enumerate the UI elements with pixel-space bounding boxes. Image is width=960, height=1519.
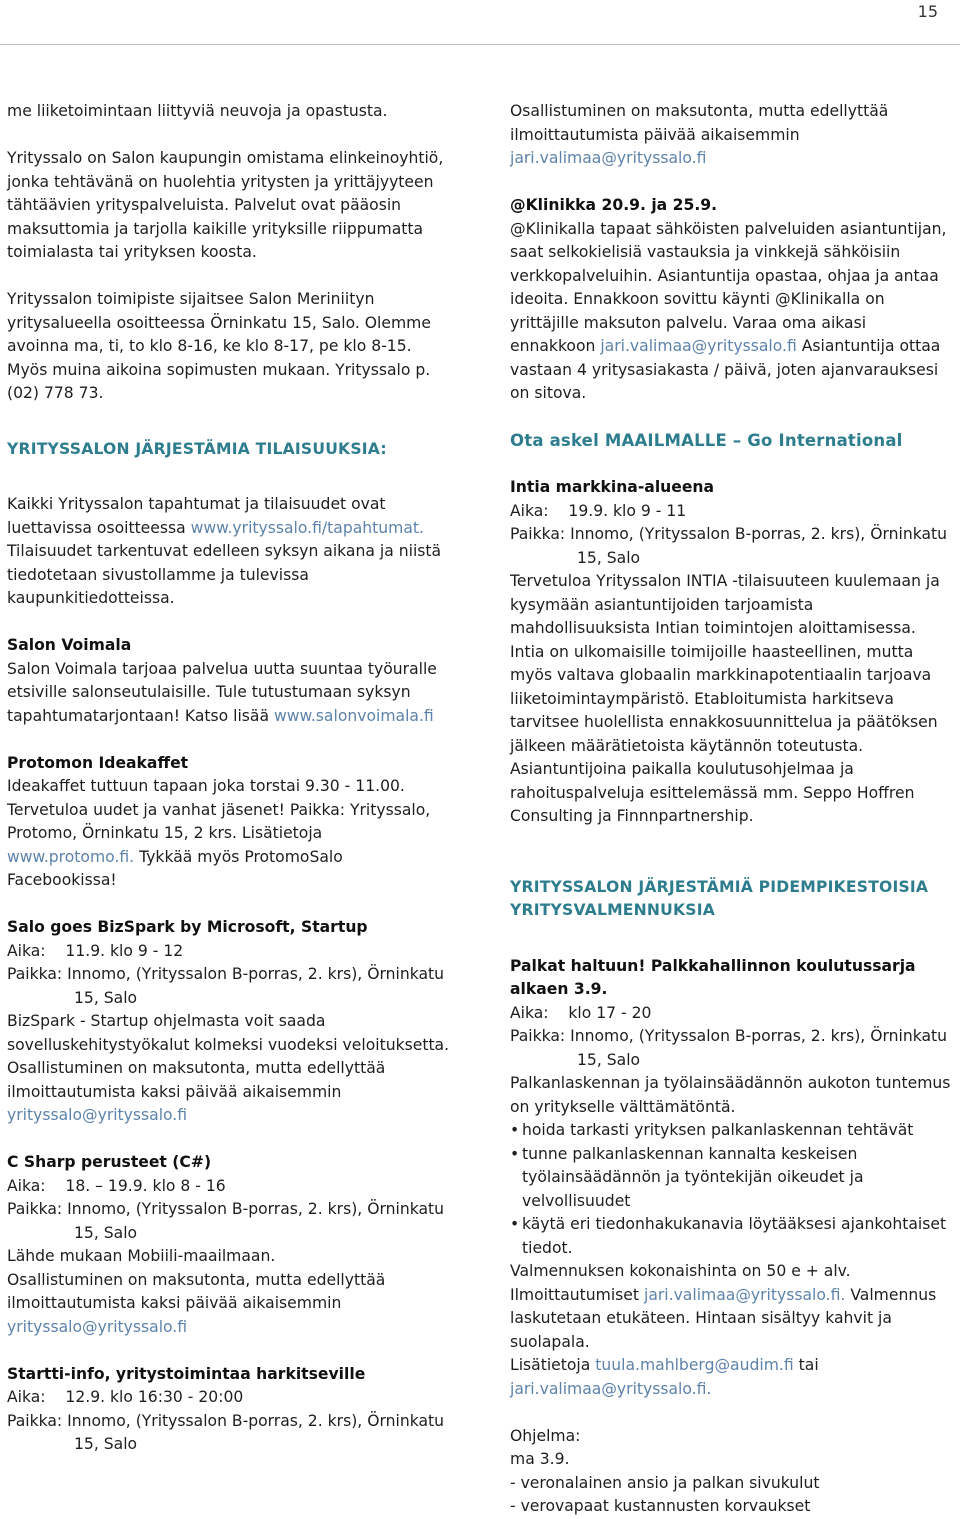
klinikka-text-post: Asiantuntija ottaa vastaan 4 yritysasiakasta / päivä, joten ajanvarauksesi on sitova. bbox=[510, 337, 941, 402]
page-header bbox=[0, 0, 960, 45]
intia-aika: Aika: 19.9. klo 9 - 11 bbox=[510, 501, 687, 520]
palkat-info-mid: tai bbox=[793, 1356, 819, 1374]
bizspark-title: Salo goes BizSpark by Microsoft, Startup bbox=[7, 918, 368, 936]
right-intro-paragraph bbox=[510, 100, 954, 171]
klinikka-paragraph bbox=[510, 218, 954, 406]
protomo-link[interactable]: www.protomo.fi. bbox=[7, 847, 135, 866]
program-label: Ohjelma: bbox=[510, 1426, 581, 1445]
program-item: - verovapaat kustannusten korvaukset bbox=[510, 1497, 811, 1515]
palkat-aika: Aika: klo 17 - 20 bbox=[510, 1003, 652, 1022]
csharp-paikka: Paikka: Innomo, (Yrityssalon B-porras, 2. krs), Örninkatu 15, Salo bbox=[7, 1200, 445, 1242]
palkat-title: Palkat haltuun! Palkkahallinnon koulutussarja alkaen 3.9. bbox=[510, 956, 916, 998]
protomo-text-post: Tykkää myös ProtomoSalo Facebookissa! bbox=[7, 847, 343, 889]
csharp-title: C Sharp perusteet (C#) bbox=[7, 1153, 212, 1171]
voimala-link[interactable]: www.salonvoimala.fi bbox=[274, 706, 434, 725]
intia-title: Intia markkina-alueena bbox=[510, 478, 715, 496]
startti-aika: Aika: 12.9. klo 16:30 - 20:00 bbox=[7, 1388, 244, 1406]
right-column bbox=[510, 100, 954, 1519]
international-heading: Ota askel MAAILMALLE – Go International bbox=[510, 431, 903, 450]
palkat-info bbox=[510, 1354, 954, 1401]
startti-paikka: Paikka: Innomo, (Yrityssalon B-porras, 2. krs), Örninkatu 15, Salo bbox=[7, 1411, 445, 1453]
events-link[interactable]: www.yrityssalo.fi/tapahtumat. bbox=[190, 518, 424, 537]
palkat-price-text-post: Valmennus laskutetaan etukäteen. Hintaan sisältyy kahvit ja suolapala. bbox=[510, 1285, 937, 1351]
palkat-price-text: Valmennuksen kokonaishinta on 50 e + alv. Ilmoittautumiset bbox=[510, 1262, 851, 1304]
klinikka-link[interactable]: jari.valimaa@yrityssalo.fi bbox=[600, 337, 797, 355]
events-text-post: Tilaisuudet tarkentuvat edelleen syksyn aikana ja niistä tiedotetaan sivustollamme ja tulevissa kaupunkitiedotteissa. bbox=[7, 542, 442, 607]
palkat-paikka: Paikka: Innomo, (Yrityssalon B-porras, 2. krs), Örninkatu 15, Salo bbox=[510, 1027, 948, 1069]
startti-title: Startti-info, yritystoimintaa harkitseville bbox=[7, 1364, 366, 1383]
csharp-source: Lähde mukaan Mobiili-maailmaan. bbox=[7, 1247, 276, 1265]
bizspark-paikka: Paikka: Innomo, (Yrityssalon B-porras, 2. krs), Örninkatu 15, Salo bbox=[7, 965, 445, 1007]
palkat-price bbox=[510, 1260, 954, 1354]
program-item: - veronalainen ansio ja palkan sivukulut bbox=[510, 1473, 820, 1492]
office-paragraph: Yrityssalon toimipiste sijaitsee Salon Meriniityn yritysalueella osoitteessa Örninkatu 15, Salo. Olemme avoinna ma, ti, to klo 8-16, ke klo 8-17, pe klo 8-15. Myös muina aikoina sopimusten mukaan. Yrityssalo p. (02) 778 73. bbox=[7, 290, 431, 402]
klinikka-text: @Klinikalla tapaat sähköisten palveluiden asiantuntijan, saat selkokielisiä vastauksia ja vinkkejä sähköisiin verkkopalveluihin. Asiantuntija opastaa, ohjaa ja antaa ideoita. Ennakkoon sovittu käynti @Klinikalla on yrittäjille maksuton palvelu. Varaa oma aikasi ennakkoon bbox=[510, 219, 947, 355]
intia-paikka: Paikka: Innomo, (Yrityssalon B-porras, 2. krs), Örninkatu 15, Salo bbox=[510, 525, 948, 567]
palkat-bullet: • käytä eri tiedonhakukanavia löytääksesi ajankohtaiset tiedot. bbox=[510, 1213, 954, 1260]
palkat-bullet: • hoida tarkasti yrityksen palkanlaskennan tehtävät bbox=[510, 1119, 954, 1143]
intia-desc: Tervetuloa Yrityssalon INTIA -tilaisuuteen kuulemaan ja kysymään asiantuntijoiden tarjoamista mahdollisuuksista Intian toimintojen aloittamisessa. Intia on ulkomaisille toimijoille haasteellinen, mutta myös valtava globaalin markkinapotentiaalin tarjoava liiketoimintaympäristö. Etabloitumista harkitseva tarvitsee huolellista ennakkosuunnittelua ja päätöksen jälkeen määrätietoista käytännön toteutusta. Asiantuntijoina paikalla koulutusohjelmaa ja rahoituspalveluja esittelemässä mm. Seppo Hoffren Consulting ja Finnnpartnership. bbox=[510, 572, 940, 825]
csharp-signup-text: Osallistuminen on maksutonta, mutta edellyttää ilmoittautumista kaksi päivää aikaisemmin bbox=[7, 1270, 386, 1312]
palkat-price-link[interactable]: jari.valimaa@yrityssalo.fi. bbox=[643, 1285, 846, 1304]
voimala-paragraph bbox=[7, 658, 451, 729]
palkat-bullet: • tunne palkanlaskennan kannalta keskeisen työlainsäädännön ja työntekijän oikeudet ja velvollisuudet bbox=[510, 1143, 954, 1214]
csharp-signup bbox=[7, 1269, 451, 1340]
bizspark-aika: Aika: 11.9. klo 9 - 12 bbox=[7, 941, 184, 960]
program-date: ma 3.9. bbox=[510, 1450, 570, 1468]
bizspark-signup-text: Osallistuminen on maksutonta, mutta edellyttää ilmoittautumista kaksi päivää aikaisemmin bbox=[7, 1059, 386, 1101]
palkat-info-link-1[interactable]: tuula.mahlberg@audim.fi bbox=[595, 1356, 794, 1374]
klinikka-title: @Klinikka 20.9. ja 25.9. bbox=[510, 196, 718, 214]
csharp-aika: Aika: 18. – 19.9. klo 8 - 16 bbox=[7, 1176, 226, 1195]
voimala-title: Salon Voimala bbox=[7, 636, 132, 654]
csharp-signup-link[interactable]: yrityssalo@yrityssalo.fi bbox=[7, 1317, 188, 1336]
bizspark-desc: BizSpark - Startup ohjelmasta voit saada sovelluskehitystyökalut kolmeksi vuodeksi veloituksetta. bbox=[7, 1012, 450, 1054]
events-paragraph bbox=[7, 493, 451, 611]
right-intro-text: Osallistuminen on maksutonta, mutta edellyttää ilmoittautumista päivää aikaisemmin bbox=[510, 102, 889, 144]
bizspark-signup bbox=[7, 1057, 451, 1128]
palkat-info-label: Lisätietoja bbox=[510, 1356, 596, 1374]
page-number: 15 bbox=[917, 2, 938, 21]
events-heading: YRITYSSALON JÄRJESTÄMIA TILAISUUKSIA: bbox=[7, 439, 387, 458]
right-intro-link[interactable]: jari.valimaa@yrityssalo.fi bbox=[510, 149, 707, 167]
about-paragraph: Yrityssalo on Salon kaupungin omistama elinkeinoyhtiö, jonka tehtävänä on huolehtia yritysten ja yrittäjyyteen tähtäävien yrityspalveluista. Palvelut ovat pääosin maksuttomia ja tarjolla kaikille yrityksille riippumatta toimialasta tai yrityksen koosta. bbox=[7, 149, 444, 261]
left-column bbox=[7, 100, 451, 1457]
palkat-desc: Palkanlaskennan ja työlainsäädännön aukoton tuntemus on yritykselle välttämätöntä. bbox=[510, 1074, 951, 1116]
protomo-paragraph bbox=[7, 775, 451, 893]
intro-end-paragraph: me liiketoimintaan liittyviä neuvoja ja opastusta. bbox=[7, 102, 388, 120]
events-text: Kaikki Yrityssalon tapahtumat ja tilaisuudet ovat luettavissa osoitteessa bbox=[7, 495, 386, 537]
palkat-info-link-2[interactable]: jari.valimaa@yrityssalo.fi. bbox=[510, 1379, 712, 1398]
coaching-heading: YRITYSSALON JÄRJESTÄMIÄ PIDEMPIKESTOISIA YRITYSVALMENNUKSIA bbox=[510, 877, 929, 919]
protomo-title: Protomon Ideakaffet bbox=[7, 753, 189, 772]
protomo-text: Ideakaffet tuttuun tapaan joka torstai 9.30 - 11.00. Tervetuloa uudet ja vanhat jäsenet! Paikka: Yrityssalo, Protomo, Örninkatu 15, 2 krs. Lisätietoja bbox=[7, 777, 431, 842]
bizspark-signup-link[interactable]: yrityssalo@yrityssalo.fi bbox=[7, 1106, 188, 1124]
voimala-text: Salon Voimala tarjoaa palvelua uutta suuntaa työuralle etsiville salonseutulaisille. Tule tutustumaan syksyn tapahtumatarjontaan! Katso lisää bbox=[7, 659, 437, 725]
